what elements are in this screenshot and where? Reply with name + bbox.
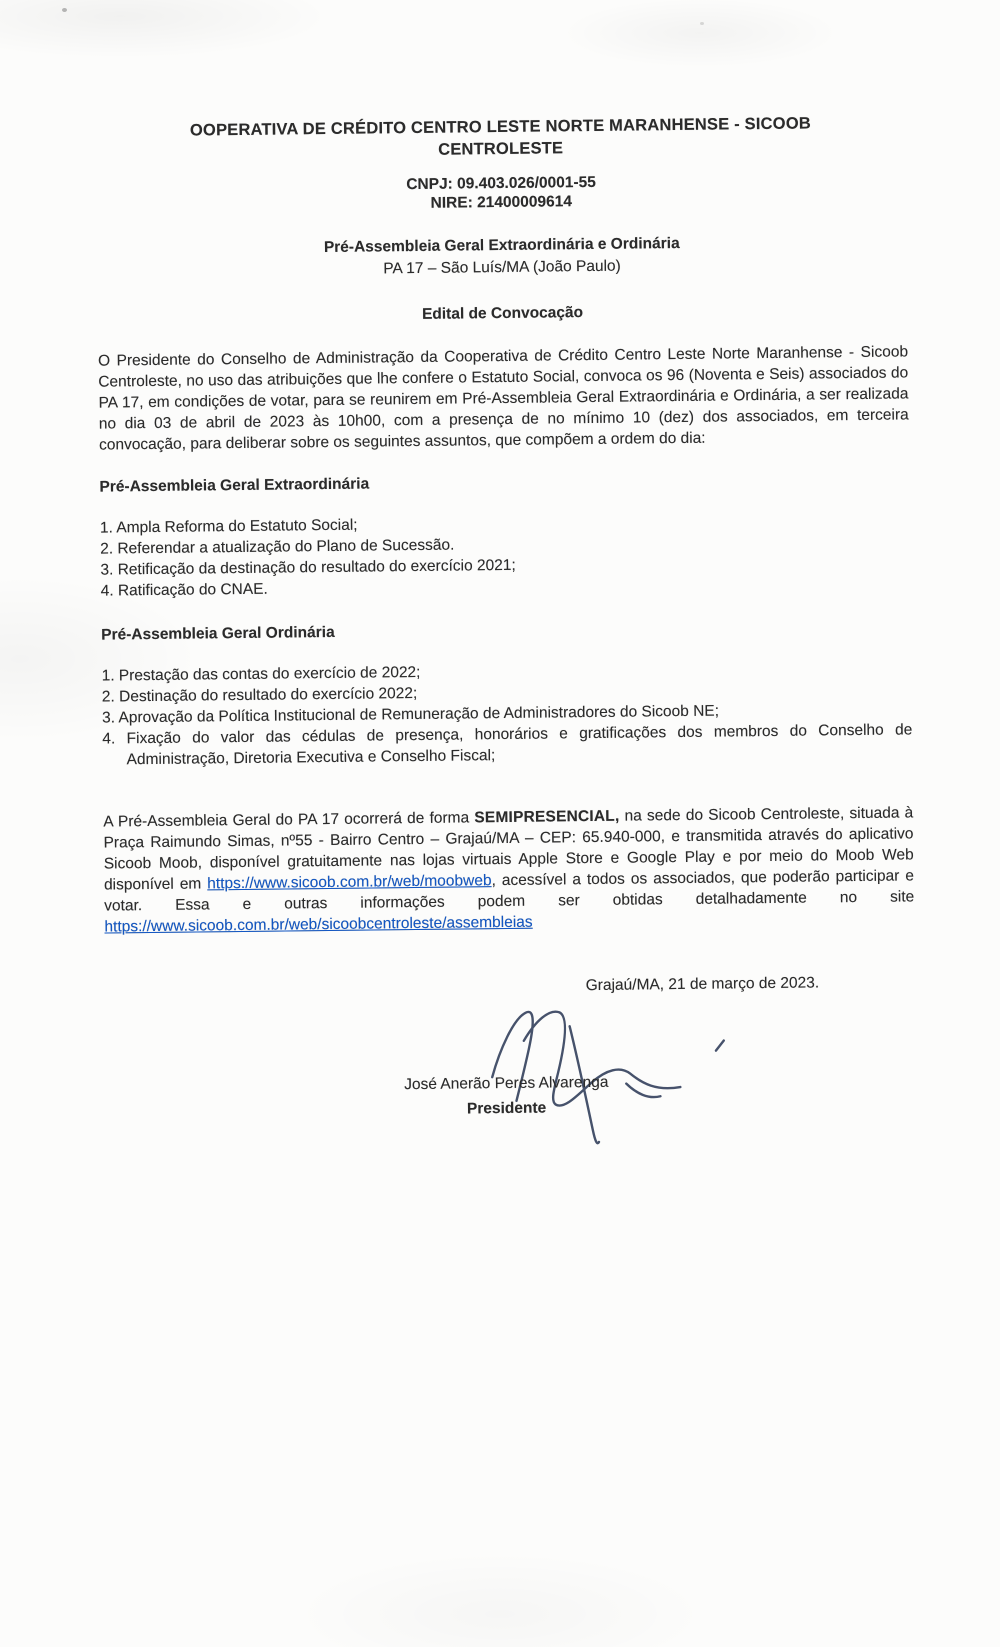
list-item: 4. Ratificação do CNAE. (100, 580, 268, 600)
moobweb-link[interactable]: https://www.sicoob.com.br/web/moobweb (207, 872, 492, 893)
document-title-line1: OOPERATIVA DE CRÉDITO CENTRO LESTE NORTE MARANHENSE - SICOOB (189, 114, 812, 140)
signatory-name: José Anerão Peres Alvarenga (404, 1073, 609, 1094)
closing-text: , acessível a todos os associados, que poderão participar e votar. Essa e outras informações podem ser obtidas detalhadamente no site (104, 867, 915, 915)
closing-text: A Pré-Assembleia Geral do PA 17 ocorrerá de forma (103, 809, 475, 831)
ordinaria-agenda-list (102, 656, 913, 770)
list-item: 1. Prestação das contas do exercício de 2022; (101, 663, 421, 685)
document-title-line2: CENTROLESTE (438, 139, 564, 159)
nire-line: NIRE: 21400009614 (430, 193, 573, 212)
document-title (95, 111, 905, 164)
list-item: 3. Retificação da destinação do resultado do exercício 2021; (100, 556, 516, 579)
extraordinaria-agenda-list (100, 508, 911, 601)
signatory (336, 1071, 676, 1121)
intro-paragraph: O Presidente do Conselho de Administração da Cooperativa de Crédito Centro Leste Norte Maranhense - Sicoob Centroleste, no uso das atribuições que lhe confere o Estatuto Social, convoca os 96 (Noventa e Seis) associados do PA 17, em condições de votar, para se reunirem em Pré-Assembleia Geral Extraordinária e Ordinária, a ser realizada no dia 03 de abril de 2023 às 10h00, com a presença de no mínimo 10 (dez) dos associados, em terceira convocação, para deliberar sobre os seguintes assuntos, que compõem a ordem do dia: (97, 343, 909, 454)
list-item: 4. Fixação do valor das cédulas de presença, honorários e gratificações dos membros do Conselho de Administração, Diretoria Executiva e Conselho Fiscal; (102, 721, 913, 769)
assembly-location-subtitle: PA 17 – São Luís/MA (João Paulo) (383, 257, 621, 278)
list-item: 2. Destinação do resultado do exercício 2022; (101, 684, 418, 706)
assembleias-link[interactable]: https://www.sicoob.com.br/web/sicoobcentroleste/assembleias (104, 913, 533, 936)
signature-block (106, 1010, 918, 1179)
section-heading-extraordinaria: Pré-Assembleia Geral Extraordinária (99, 475, 370, 496)
cnpj-line: CNPJ: 09.403.026/0001-55 (406, 173, 596, 194)
closing-paragraph (103, 802, 914, 937)
semipresencial-emphasis: SEMIPRESENCIAL, (474, 807, 620, 827)
list-item: 1. Ampla Reforma do Estatuto Social; (99, 516, 358, 537)
date-place-line: Grajaú/MA, 21 de março de 2023. (585, 974, 820, 995)
section-heading-ordinaria: Pré-Assembleia Geral Ordinária (101, 623, 335, 644)
list-item: 2. Referendar a atualização do Plano de Sucessão. (100, 536, 455, 558)
signatory-role: Presidente (466, 1099, 547, 1118)
registration-block (96, 169, 906, 216)
assembly-subtitle: Pré-Assembleia Geral Extraordinária e Ordinária (323, 234, 680, 257)
closing-text: na sede do Sicoob Centroleste, situada à Praça Raimundo Simas, nº55 - Bairro Centro – Grajaú/MA – CEP: 65.940-000, e transmitida através do aplicativo Sicoob Moob, disponível gratuitamente nas lojas virtuais Apple Store e Google Play e por meio do Moob Web disponível em (103, 804, 914, 894)
edital-heading: Edital de Convocação (421, 304, 584, 323)
list-item: 3. Aprovação da Política Institucional de Remuneração de Administradores do Sicoob NE; (102, 702, 720, 727)
